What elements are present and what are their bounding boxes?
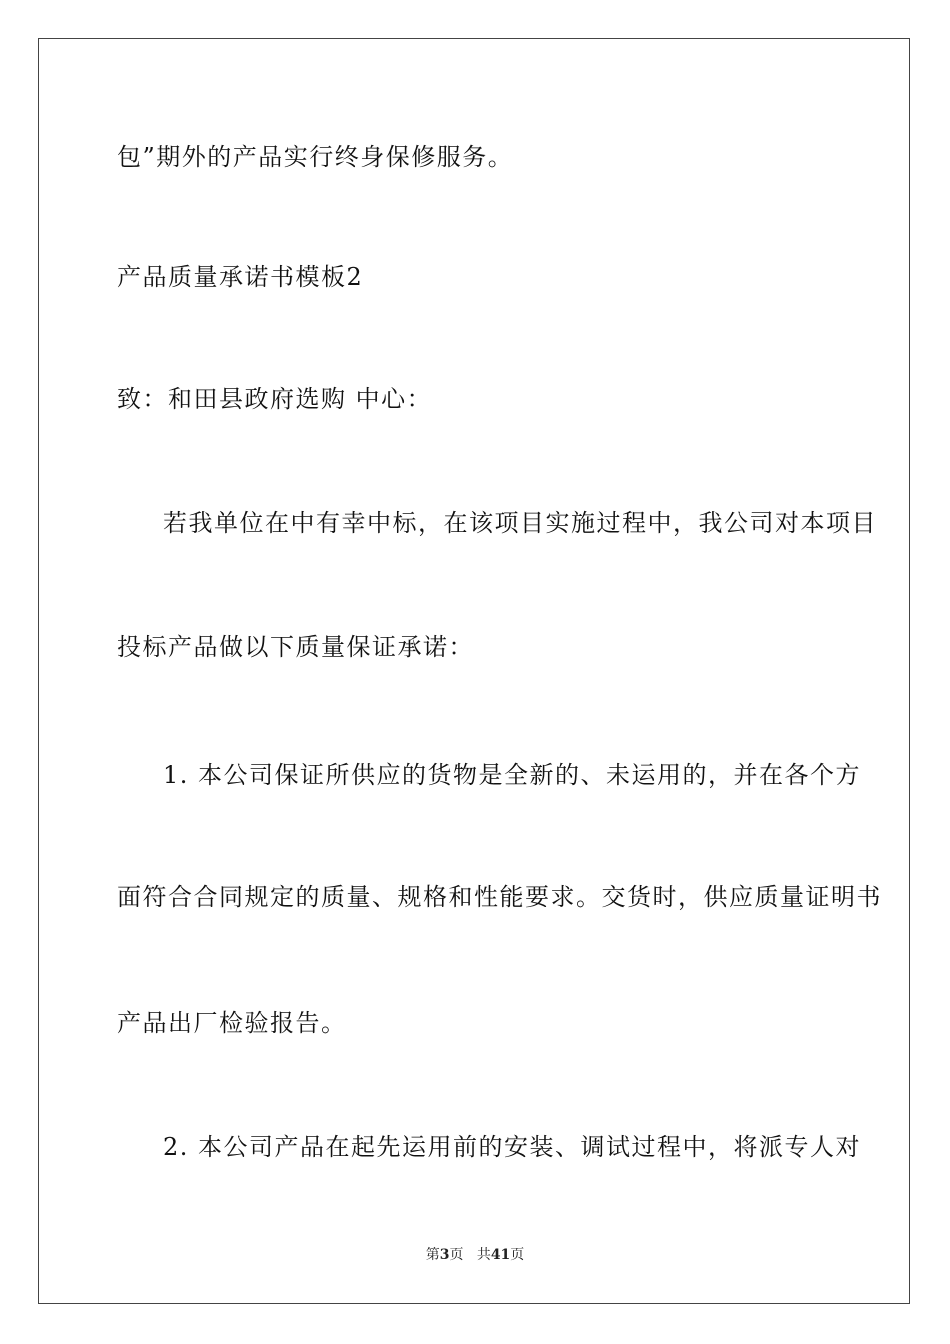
section-heading: 产品质量承诺书模板2 (117, 263, 364, 291)
page-number: 3 (439, 1247, 450, 1263)
paragraph-line-1: 包”期外的产品实行终身保修服务。 (117, 143, 514, 171)
list-item-1-line-3: 产品出厂检验报告。 (117, 1009, 347, 1037)
total-prefix: 共 (476, 1247, 491, 1263)
paragraph-line-2: 若我单位在中有幸中标，在该项目实施过程中，我公司对本项目 (163, 509, 877, 537)
page-prefix: 第 (425, 1247, 440, 1263)
page-footer (0, 1246, 950, 1264)
total-suffix: 页 (510, 1247, 525, 1263)
salutation-line: 致：和田县政府选购 中心： (117, 385, 433, 413)
list-item-2-line-1: 2. 本公司产品在起先运用前的安装、调试过程中，将派专人对 (163, 1133, 862, 1161)
list-item-1-line-1: 1. 本公司保证所供应的货物是全新的、未运用的，并在各个方 (163, 761, 862, 789)
page-border (38, 38, 910, 1304)
page-suffix: 页 (449, 1247, 464, 1263)
paragraph-line-3: 投标产品做以下质量保证承诺： (117, 633, 474, 661)
list-item-1-line-2: 面符合合同规定的质量、规格和性能要求。交货时，供应质量证明书 (117, 883, 882, 911)
total-pages: 41 (490, 1247, 511, 1263)
